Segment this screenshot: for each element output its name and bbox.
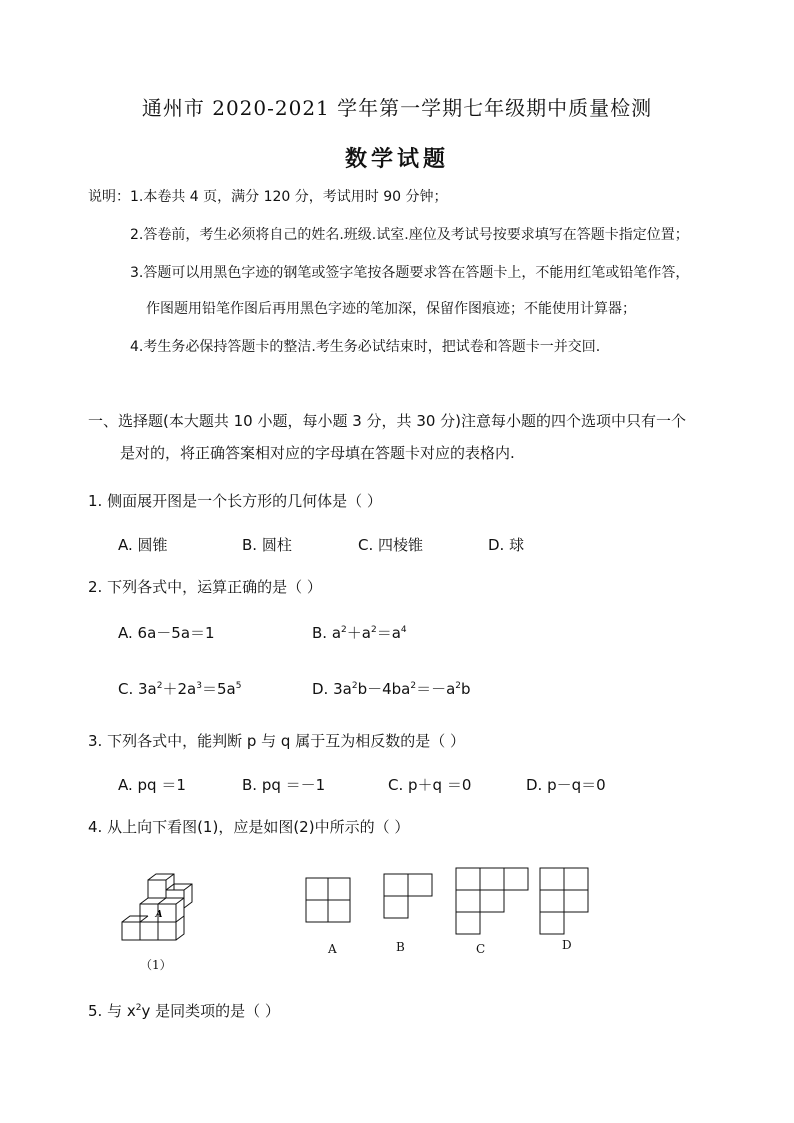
grid-cell — [328, 878, 350, 900]
grid-cell — [384, 896, 408, 918]
note-item: 3.答题可以用黑色字迹的钢笔或签字笔按各题要求答在答题卡上，不能用红笔或铅笔作答， — [130, 265, 690, 281]
view-d-label: D — [562, 938, 572, 952]
math-text: b－4ba — [357, 680, 411, 698]
q3-option-a: A. pq ＝1 — [118, 776, 186, 794]
grid-cell — [384, 874, 408, 896]
view-a-label: A — [328, 942, 337, 956]
exponent: 3 — [196, 681, 202, 691]
exponent: 2 — [370, 625, 377, 635]
exponent: 2 — [455, 681, 462, 691]
exponent: 2 — [156, 681, 163, 691]
q1-option-a: A. 圆锥 — [118, 536, 168, 554]
cube-edges — [122, 916, 184, 940]
q2-option-b — [312, 622, 407, 643]
note-item: 4.考生务必保持答题卡的整洁.考生务必试结束时，把试卷和答题卡一并交回. — [130, 339, 601, 355]
grid-cell — [306, 900, 328, 922]
grid-cell — [504, 868, 528, 890]
exponent: 2 — [341, 625, 347, 635]
question-2-stem: 2. 下列各式中，运算正确的是（ ） — [88, 578, 322, 596]
exponent: 5 — [235, 681, 242, 691]
math-text: C. 3a — [118, 680, 157, 698]
notes-lead-label: 说明： — [88, 189, 130, 205]
section-heading-cont: 是对的，将正确答案相对应的字母填在答题卡对应的表格内. — [120, 444, 515, 462]
math-text: ＋2a — [162, 680, 197, 698]
grid-cell — [480, 868, 504, 890]
math-text: D. 3a — [312, 680, 352, 698]
figure-1-label: （1） — [140, 958, 172, 972]
q3-option-b: B. pq ＝－1 — [242, 776, 326, 794]
question-1-stem: 1. 侧面展开图是一个长方形的几何体是（ ） — [88, 492, 382, 510]
math-text: B. a — [312, 624, 342, 642]
grid-cell — [540, 912, 564, 934]
q1-option-b: B. 圆柱 — [242, 536, 292, 554]
note-item: 2.答卷前，考生必须将自己的姓名.班级.试室.座位及考试号按要求填写在答题卡指定位置； — [130, 227, 689, 243]
q1-option-c: C. 四棱锥 — [358, 536, 424, 554]
view-c-label: C — [476, 942, 486, 956]
section-heading: 一、选择题(本大题共 10 小题，每小题 3 分，共 30 分)注意每小题的四个选项中只有一个 — [88, 412, 687, 430]
grid-cell — [456, 912, 480, 934]
grid-cell — [306, 878, 328, 900]
note-item: 1.本卷共 4 页，满分 120 分，考试用时 90 分钟； — [130, 189, 448, 205]
view-b-grid — [384, 874, 432, 918]
question-4-stem: 4. 从上向下看图(1)，应是如图(2)中所示的（ ） — [88, 818, 410, 836]
grid-cell — [564, 868, 588, 890]
exponent: 2 — [135, 1003, 142, 1013]
cube-stack-figure — [118, 862, 198, 948]
exponent: 4 — [400, 625, 407, 635]
question-3-stem: 3. 下列各式中，能判断 p 与 q 属于互为相反数的是（ ） — [88, 732, 465, 750]
q3-option-d: D. p－q＝0 — [526, 776, 606, 794]
cube-face — [122, 922, 140, 940]
top-view-options-figure — [304, 866, 544, 938]
view-b-label: B — [396, 940, 405, 954]
cube-face — [148, 880, 166, 898]
question-5-stem — [88, 1000, 280, 1021]
q2-option-d — [312, 678, 471, 699]
q2-option-a: A. 6a－5a＝1 — [118, 624, 215, 642]
q2-option-c — [118, 678, 241, 699]
cube-face — [158, 922, 176, 940]
view-a-grid — [306, 878, 350, 922]
note-item: 作图题用铅笔作图后再用黑色字迹的笔加深，保留作图痕迹；不能使用计算器； — [146, 301, 636, 317]
exponent: 2 — [351, 681, 358, 691]
cube-letter: A — [155, 910, 163, 920]
grid-cell — [564, 890, 588, 912]
math-text: 5. 与 x — [88, 1002, 136, 1020]
grid-cell — [540, 868, 564, 890]
grid-cell — [456, 890, 480, 912]
math-text: b — [461, 680, 471, 698]
cube-face — [166, 890, 184, 898]
exam-title: 通州市 2020-2021 学年第一学期七年级期中质量检测 — [141, 96, 653, 120]
q3-option-c: C. p＋q ＝0 — [388, 776, 472, 794]
cube-edges — [148, 874, 192, 908]
math-text: ＝－a — [416, 680, 456, 698]
view-c-grid — [456, 868, 528, 934]
exam-subtitle: 数学试题 — [344, 146, 449, 172]
math-text: y 是同类项的是（ ） — [141, 1002, 280, 1020]
math-text: ＝5a — [201, 680, 236, 698]
math-text: ＝a — [376, 624, 401, 642]
grid-cell — [540, 890, 564, 912]
exponent: 2 — [410, 681, 417, 691]
math-text: ＋a — [346, 624, 371, 642]
view-d-figure — [538, 866, 592, 938]
grid-cell — [408, 874, 432, 896]
grid-cell — [328, 900, 350, 922]
notes-lead — [88, 186, 448, 206]
q1-option-d: D. 球 — [488, 536, 525, 554]
grid-cell — [456, 868, 480, 890]
grid-cell — [480, 890, 504, 912]
cube-face — [140, 922, 158, 940]
